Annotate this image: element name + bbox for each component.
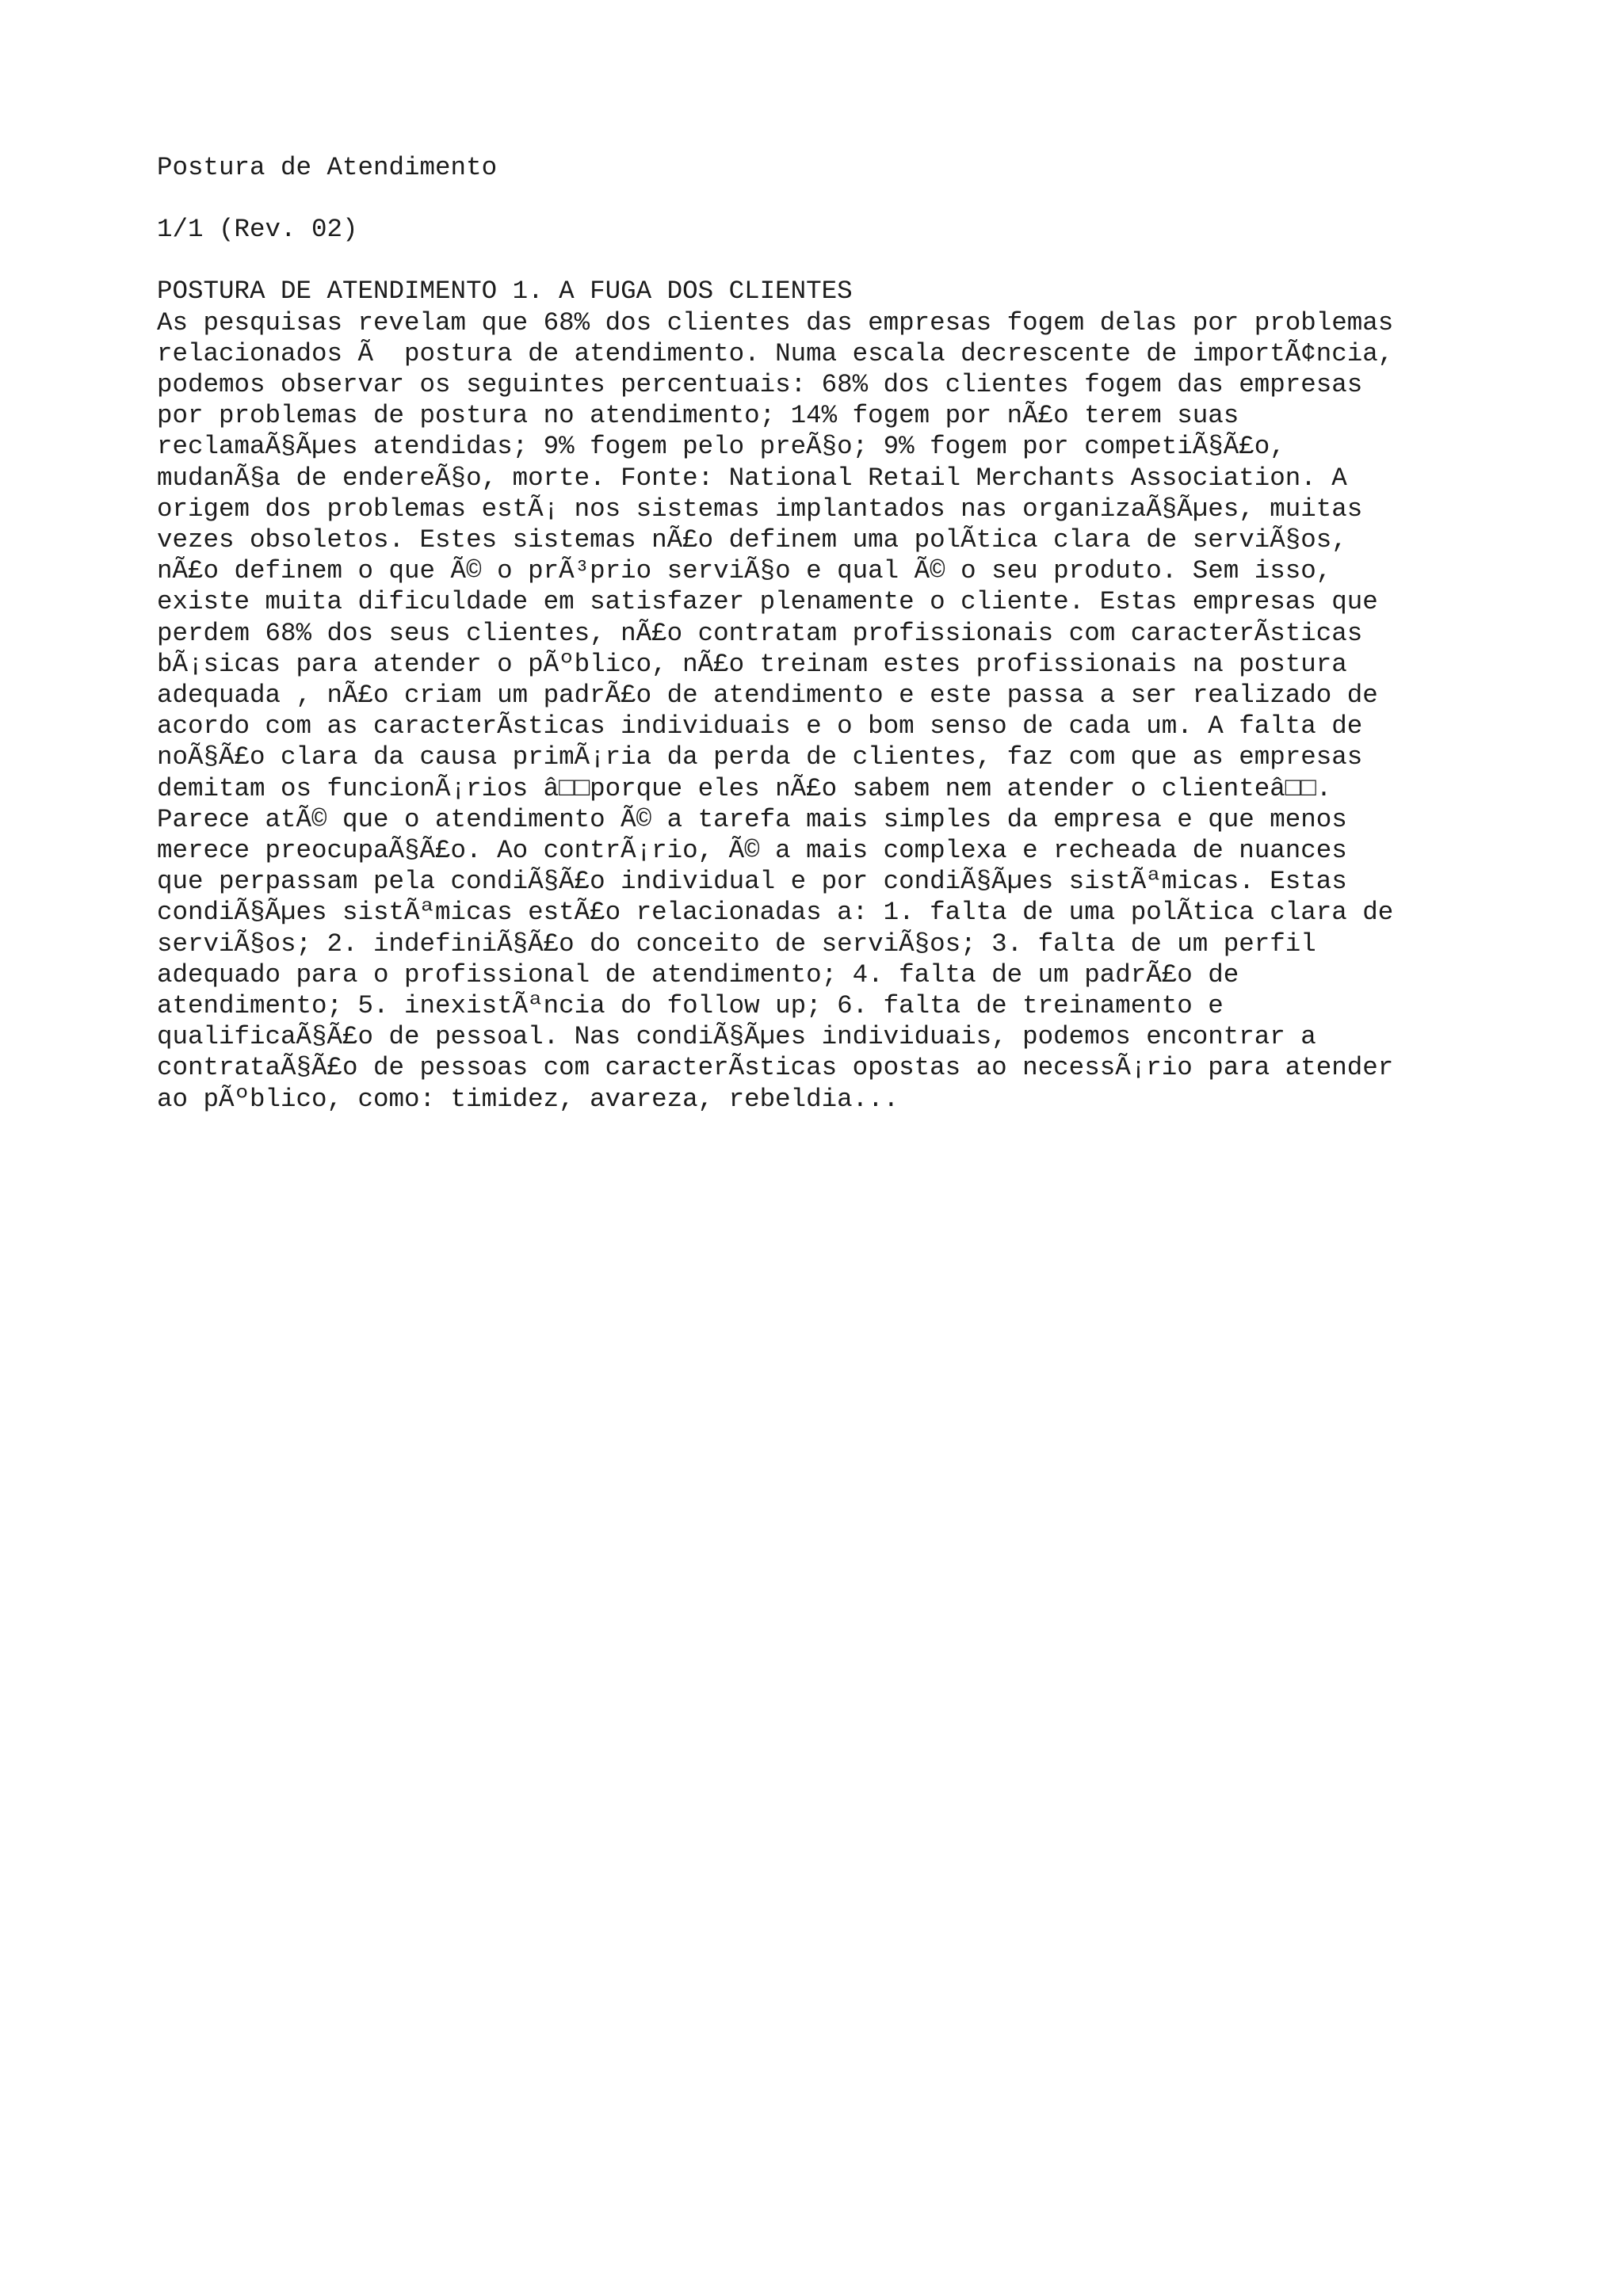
document-title: Postura de Atendimento bbox=[157, 153, 498, 182]
body-line: mudanÃ§a de endereÃ§o, morte. Fonte: National Retail Merchants Association. A bbox=[157, 463, 1347, 493]
body-line: origem dos problemas estÃ¡ nos sistemas implantados nas organizaÃ§Ãµes, muitas bbox=[157, 494, 1363, 524]
body-line: noÃ§Ã£o clara da causa primÃ¡ria da perda de clientes, faz com que as empresas bbox=[157, 742, 1363, 772]
body-line: acordo com as caracterÃsticas individuais e o bom senso de cada um. A falta de bbox=[157, 711, 1363, 742]
body-line: merece preocupaÃ§Ã£o. Ao contrÃ¡rio, Ã© a mais complexa e recheada de nuances bbox=[157, 836, 1347, 866]
body-line: relacionados Ã postura de atendimento. Numa escala decrescente de importÃ¢ncia, bbox=[157, 338, 1394, 368]
body-line: adequada , nÃ£o criam um padrÃ£o de atendimento e este passa a ser realizado de bbox=[157, 681, 1378, 711]
body-line: qualificaÃ§Ã£o de pessoal. Nas condiÃ§Ãµes individuais, podemos encontrar a bbox=[157, 1022, 1316, 1052]
body-line: condiÃ§Ãµes sistÃªmicas estÃ£o relacionadas a: 1. falta de uma polÃtica clara de bbox=[157, 898, 1394, 928]
body-line: perdem 68% dos seus clientes, nÃ£o contratam profissionais com caracterÃsticas bbox=[157, 618, 1363, 648]
section-heading: POSTURA DE ATENDIMENTO 1. A FUGA DOS CLIENTES bbox=[157, 277, 853, 307]
body-text bbox=[157, 307, 1504, 1115]
body-line: vezes obsoletos. Estes sistemas nÃ£o definem uma polÃtica clara de serviÃ§os, bbox=[157, 525, 1347, 555]
body-line: ao pÃºblico, como: timidez, avareza, rebeldia... bbox=[157, 1084, 899, 1114]
body-line: atendimento; 5. inexistÃªncia do follow up; 6. falta de treinamento e bbox=[157, 991, 1224, 1021]
body-line: As pesquisas revelam que 68% dos clientes das empresas fogem delas por problemas bbox=[157, 307, 1394, 338]
body-line: existe muita dificuldade em satisfazer plenamente o cliente. Estas empresas que bbox=[157, 587, 1378, 617]
body-line: serviÃ§os; 2. indefiniÃ§Ã£o do conceito de serviÃ§os; 3. falta de um perfil bbox=[157, 929, 1316, 959]
revision-label: 1/1 (Rev. 02) bbox=[157, 215, 358, 245]
body-line: reclamaÃ§Ãµes atendidas; 9% fogem pelo preÃ§o; 9% fogem por competiÃ§Ã£o, bbox=[157, 432, 1285, 462]
body-line: por problemas de postura no atendimento; 14% fogem por nÃ£o terem suas bbox=[157, 401, 1239, 431]
body-line: nÃ£o definem o que Ã© o prÃ³prio serviÃ§o e qual Ã© o seu produto. Sem isso, bbox=[157, 556, 1332, 586]
body-line: contrataÃ§Ã£o de pessoas com caracterÃsticas opostas ao necessÃ¡rio para atender bbox=[157, 1053, 1394, 1083]
body-line: bÃ¡sicas para atender o pÃºblico, nÃ£o treinam estes profissionais na postura bbox=[157, 649, 1347, 679]
body-line: Parece atÃ© que o atendimento Ã© a tarefa mais simples da empresa e que menos bbox=[157, 804, 1347, 834]
body-line: que perpassam pela condiÃ§Ã£o individual e por condiÃ§Ãµes sistÃªmicas. Estas bbox=[157, 867, 1347, 897]
document-content bbox=[157, 152, 1504, 1115]
body-line: demitam os funcionÃ¡rios â□□porque eles nÃ£o sabem nem atender o clienteâ□□. bbox=[157, 773, 1332, 803]
body-line: podemos observar os seguintes percentuais: 68% dos clientes fogem das empresas bbox=[157, 370, 1363, 400]
body-line: adequado para o profissional de atendimento; 4. falta de um padrÃ£o de bbox=[157, 959, 1239, 990]
